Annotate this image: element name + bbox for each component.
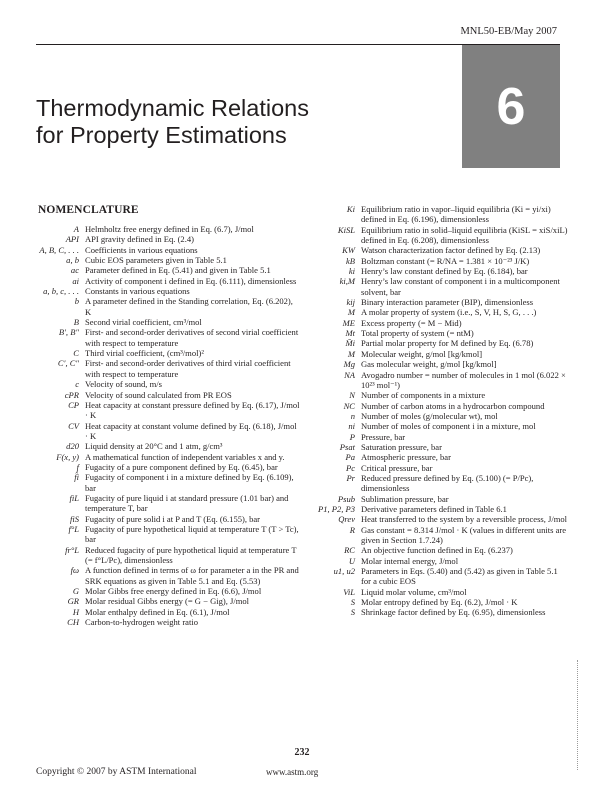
nomenclature-definition: An objective function defined in Eq. (6.237) — [361, 545, 513, 556]
nomenclature-definition: Molar residual Gibbs energy (= G − Gig), J/mol — [85, 596, 250, 607]
nomenclature-definition: Molar entropy defined by Eq. (6.2), J/mol · K — [361, 597, 518, 608]
nomenclature-symbol: M — [347, 348, 355, 359]
nomenclature-definition: Excess property (= M − Mid) — [361, 317, 462, 328]
nomenclature-symbol: Pa — [345, 452, 355, 463]
nomenclature-entry — [34, 441, 300, 451]
nomenclature-entry — [34, 286, 300, 296]
nomenclature-entry — [34, 421, 300, 442]
nomenclature-symbol: NC — [343, 400, 355, 411]
nomenclature-definition: Parameters in Eqs. (5.40) and (5.42) as given in Table 5.1 for a cubic EOS — [361, 566, 558, 587]
nomenclature-entry — [310, 452, 568, 462]
nomenclature-definition: A mathematical function of independent variables x and y. — [85, 451, 285, 462]
chapter-number-box — [462, 45, 560, 168]
nomenclature-definition: Fugacity of component i in a mixture defined by Eq. (6.109), bar — [85, 472, 294, 493]
nomenclature-symbol: Pr — [346, 472, 355, 483]
nomenclature-symbol: f̂i — [74, 472, 79, 483]
nomenclature-definition: Reduced pressure defined by Eq. (5.100) (= P/Pc), dimensionless — [361, 472, 534, 494]
nomenclature-definition: Parameter defined in Eq. (5.41) and given in Table 5.1 — [85, 265, 271, 276]
nomenclature-symbol: N — [349, 390, 355, 401]
nomenclature-entry — [310, 225, 568, 246]
nomenclature-symbol: a, b, c, . . . — [43, 286, 79, 297]
nomenclature-symbol: KiSL — [337, 224, 355, 235]
nomenclature-entry — [34, 348, 300, 358]
nomenclature-definition: A parameter defined in the Standing correlation, Eq. (6.202), K — [85, 296, 293, 317]
nomenclature-symbol: ki,M — [339, 276, 355, 287]
nomenclature-definition: Activity of component i defined in Eq. (6.111), dimensionless — [85, 275, 297, 286]
nomenclature-symbol: S — [350, 597, 355, 608]
nomenclature-symbol: M — [347, 307, 355, 318]
nomenclature-entry — [34, 493, 300, 514]
nomenclature-definition: Partial molar property for M defined by Eq. (6.78) — [361, 338, 534, 349]
copyright-notice: Copyright © 2007 by ASTM International — [36, 767, 197, 777]
nomenclature-entry — [310, 370, 568, 391]
nomenclature-definition: Carbon-to-hydrogen weight ratio — [85, 617, 198, 628]
nomenclature-symbol: fiS — [69, 513, 79, 524]
nomenclature-entry — [310, 359, 568, 369]
nomenclature-symbol: Psat — [339, 441, 355, 452]
nomenclature-definition: Fugacity of pure liquid i at standard pressure (1.01 bar) and temperature T, bar — [85, 492, 289, 514]
nomenclature-entry — [310, 256, 568, 266]
nomenclature-symbol: ni — [348, 421, 355, 432]
nomenclature-entry — [310, 390, 568, 400]
nomenclature-symbol: Psub — [337, 493, 355, 504]
nomenclature-symbol: CV — [68, 420, 79, 431]
nomenclature-symbol: c — [75, 379, 79, 390]
nomenclature-symbol: R — [349, 524, 355, 535]
nomenclature-symbol: F(x, y) — [56, 451, 79, 462]
nomenclature-definition: Gas constant = 8.314 J/mol · K (values in different units are given in Section 1.7.24) — [361, 524, 566, 545]
nomenclature-symbol: G — [72, 586, 79, 597]
nomenclature-entry — [34, 224, 300, 234]
nomenclature-definition: Fugacity of a pure component defined by Eq. (6.45), bar — [85, 461, 278, 472]
nomenclature-entry — [310, 421, 568, 431]
nomenclature-entry — [310, 307, 568, 317]
nomenclature-symbol: C′, C″ — [57, 358, 79, 369]
margin-dotted-mark — [577, 660, 582, 770]
nomenclature-right-column — [310, 204, 568, 618]
nomenclature-symbol: CP — [68, 399, 79, 410]
nomenclature-entry — [310, 328, 568, 338]
nomenclature-definition: Coefficients in various equations — [85, 244, 198, 255]
nomenclature-symbol: ki — [348, 266, 355, 277]
nomenclature-definition: Molecular weight, g/mol [kg/kmol] — [361, 348, 483, 359]
nomenclature-definition: Equilibrium ratio in solid–liquid equilibria (KiSL = xiS/xiL) defined in Eq. (6.208), dimensionless — [361, 224, 568, 246]
nomenclature-entry — [34, 617, 300, 627]
nomenclature-entry — [34, 245, 300, 255]
nomenclature-symbol: CH — [67, 617, 79, 628]
nomenclature-definition: Heat capacity at constant volume defined by Eq. (6.18), J/mol · K — [85, 420, 297, 441]
nomenclature-definition: Equilibrium ratio in vapor–liquid equilibria (Ki = yi/xi) defined in Eq. (6.196), dimensionless — [361, 204, 551, 225]
nomenclature-definition: Fugacity of pure hypothetical liquid at temperature T (T > Tc), bar — [85, 523, 299, 545]
nomenclature-definition: Pressure, bar — [361, 431, 406, 442]
nomenclature-entry — [34, 596, 300, 606]
nomenclature-entry — [34, 265, 300, 275]
nomenclature-symbol: fiL — [69, 492, 79, 503]
nomenclature-entry — [310, 607, 568, 617]
nomenclature-definition: Total property of system (= ntM) — [361, 328, 474, 339]
nomenclature-entry — [34, 276, 300, 286]
nomenclature-definition: Velocity of sound, m/s — [85, 379, 162, 390]
nomenclature-definition: Atmospheric pressure, bar — [361, 452, 451, 463]
page-number: 232 — [294, 747, 310, 758]
nomenclature-entry — [34, 545, 300, 566]
nomenclature-entry — [34, 358, 300, 379]
nomenclature-entry — [34, 327, 300, 348]
nomenclature-entry — [34, 379, 300, 389]
nomenclature-entry — [310, 442, 568, 452]
nomenclature-entry — [310, 204, 568, 225]
nomenclature-definition: Number of moles (g/molecular wt), mol — [361, 410, 498, 421]
nomenclature-definition: Liquid molar volume, cm³/mol — [361, 586, 467, 597]
nomenclature-entry — [310, 597, 568, 607]
nomenclature-entry — [310, 556, 568, 566]
nomenclature-symbol: Qrev — [338, 514, 355, 525]
nomenclature-entry — [310, 566, 568, 587]
chapter-title-line-2: for Property Estimations — [36, 122, 287, 148]
nomenclature-entry — [34, 400, 300, 421]
nomenclature-definition: First- and second-order derivatives of third virial coefficient with respect to temperature — [85, 358, 291, 379]
nomenclature-symbol: A, B, C, . . . — [39, 244, 79, 255]
nomenclature-symbol: H — [72, 606, 79, 617]
nomenclature-symbol: a, b — [66, 255, 79, 266]
nomenclature-definition: Heat transferred to the system by a reversible process, J/mol — [361, 514, 568, 525]
nomenclature-definition: Shrinkage factor defined by Eq. (6.95), dimensionless — [361, 607, 546, 618]
nomenclature-symbol: Mg — [343, 359, 355, 370]
nomenclature-definition: Third virial coefficient, (cm³/mol)² — [85, 348, 204, 359]
nomenclature-symbol: u1, u2 — [333, 566, 355, 577]
nomenclature-definition: A molar property of system (i.e., S, V, H, S, G, . . .) — [361, 307, 537, 318]
nomenclature-symbol: U — [348, 555, 355, 566]
nomenclature-symbol: kij — [346, 297, 355, 308]
nomenclature-heading: NOMENCLATURE — [38, 204, 139, 216]
nomenclature-entry — [34, 255, 300, 265]
nomenclature-definition: Critical pressure, bar — [361, 462, 433, 473]
nomenclature-symbol: M̄i — [345, 338, 355, 349]
nomenclature-definition: Velocity of sound calculated from PR EOS — [85, 389, 232, 400]
nomenclature-entry — [34, 452, 300, 462]
nomenclature-definition: A function defined in terms of ω for parameter a in the PR and SRK equations as given in Table 5.1 and Eq. (5.53) — [85, 565, 299, 586]
nomenclature-symbol: S — [350, 607, 355, 618]
nomenclature-entry — [34, 607, 300, 617]
nomenclature-symbol: f — [76, 461, 79, 472]
nomenclature-entry — [310, 525, 568, 546]
nomenclature-definition: API gravity defined in Eq. (2.4) — [85, 234, 194, 245]
nomenclature-entry — [34, 565, 300, 586]
nomenclature-entry — [310, 411, 568, 421]
nomenclature-symbol: B′, B″ — [58, 327, 79, 338]
nomenclature-entry — [310, 545, 568, 555]
nomenclature-definition: Cubic EOS parameters given in Table 5.1 — [85, 255, 227, 266]
nomenclature-symbol: cPR — [64, 389, 79, 400]
nomenclature-symbol: B — [73, 317, 79, 328]
nomenclature-entry — [34, 524, 300, 545]
chapter-number: 6 — [496, 77, 526, 136]
nomenclature-symbol: P1, P2, P3 — [317, 503, 355, 514]
nomenclature-entry — [310, 338, 568, 348]
nomenclature-definition: Molar Gibbs free energy defined in Eq. (6.6), J/mol — [85, 586, 262, 597]
nomenclature-symbol: NA — [344, 369, 355, 380]
nomenclature-symbol: C — [73, 348, 79, 359]
nomenclature-definition: Reduced fugacity of pure hypothetical liquid at temperature T (= f°L/Pc), dimensionless — [85, 544, 297, 565]
nomenclature-definition: Number of components in a mixture — [361, 390, 486, 401]
nomenclature-symbol: GR — [67, 596, 79, 607]
nomenclature-entry — [34, 472, 300, 493]
nomenclature-symbol: b — [74, 296, 79, 307]
nomenclature-definition: Saturation pressure, bar — [361, 441, 442, 452]
nomenclature-entry — [34, 462, 300, 472]
nomenclature-definition: Binary interaction parameter (BIP), dimensionless — [361, 297, 534, 308]
nomenclature-definition: Constants in various equations — [85, 286, 190, 297]
chapter-title-line-1: Thermodynamic Relations — [36, 95, 309, 121]
nomenclature-symbol: ai — [72, 275, 79, 286]
nomenclature-definition: Number of carbon atoms in a hydrocarbon compound — [361, 400, 545, 411]
publisher-website: www.astm.org — [266, 767, 319, 777]
nomenclature-symbol: API — [65, 234, 79, 245]
nomenclature-definition: Boltzman constant (= R/NA = 1.381 × 10⁻²³ J/K) — [361, 255, 530, 266]
nomenclature-entry — [310, 266, 568, 276]
nomenclature-entry — [310, 473, 568, 494]
nomenclature-entry — [310, 276, 568, 297]
nomenclature-entry — [34, 234, 300, 244]
nomenclature-entry — [34, 514, 300, 524]
nomenclature-symbol: n — [350, 410, 355, 421]
nomenclature-entry — [310, 297, 568, 307]
nomenclature-definition: Liquid density at 20°C and 1 atm, g/cm³ — [85, 441, 223, 452]
nomenclature-entry — [34, 390, 300, 400]
nomenclature-definition: Sublimation pressure, bar — [361, 493, 449, 504]
nomenclature-definition: Number of moles of component i in a mixture, mol — [361, 421, 536, 432]
nomenclature-symbol: d20 — [66, 441, 79, 452]
nomenclature-definition: Molar internal energy, J/mol — [361, 555, 459, 566]
nomenclature-definition: Henry’s law constant defined by Eq. (6.184), bar — [361, 266, 528, 277]
nomenclature-definition: Watson characterization factor defined by Eq. (2.13) — [361, 245, 541, 256]
nomenclature-symbol: kB — [345, 255, 355, 266]
nomenclature-definition: Avogadro number = number of molecules in 1 mol (6.022 × 10²³ mol⁻¹) — [361, 369, 566, 390]
nomenclature-definition: Helmholtz free energy defined in Eq. (6.7), J/mol — [85, 224, 254, 234]
nomenclature-entry — [310, 504, 568, 514]
nomenclature-symbol: A — [73, 224, 79, 234]
nomenclature-symbol: ac — [70, 265, 79, 276]
nomenclature-symbol: Pc — [345, 462, 355, 473]
nomenclature-symbol: ViL — [343, 586, 355, 597]
nomenclature-symbol: fr°L — [65, 544, 79, 555]
nomenclature-symbol: Mt — [345, 328, 355, 339]
nomenclature-definition: Second virial coefficient, cm³/mol — [85, 317, 202, 328]
nomenclature-entry — [310, 514, 568, 524]
nomenclature-entry — [310, 463, 568, 473]
nomenclature-entry — [310, 401, 568, 411]
nomenclature-entry — [310, 245, 568, 255]
nomenclature-definition: Molar enthalpy defined in Eq. (6.1), J/mol — [85, 606, 230, 617]
nomenclature-symbol: f°L — [68, 523, 79, 534]
nomenclature-symbol: fω — [70, 565, 79, 576]
nomenclature-symbol: Ki — [346, 204, 355, 214]
nomenclature-entry — [310, 587, 568, 597]
nomenclature-definition: Fugacity of pure solid i at P and T (Eq. (6.155), bar — [85, 513, 261, 524]
nomenclature-definition: Henry’s law constant of component i in a multicomponent solvent, bar — [361, 276, 560, 297]
nomenclature-definition: Gas molecular weight, g/mol [kg/kmol] — [361, 359, 497, 370]
nomenclature-entry — [310, 494, 568, 504]
nomenclature-entry — [310, 318, 568, 328]
nomenclature-entry — [310, 432, 568, 442]
nomenclature-symbol: KW — [342, 245, 355, 256]
nomenclature-definition: Heat capacity at constant pressure defined by Eq. (6.17), J/mol · K — [85, 399, 300, 421]
chapter-title — [36, 95, 436, 149]
nomenclature-definition: First- and second-order derivatives of second virial coefficient with respect to temperature — [85, 327, 299, 348]
nomenclature-entry — [34, 296, 300, 317]
nomenclature-symbol: P — [349, 431, 355, 442]
nomenclature-symbol: ME — [342, 317, 355, 328]
nomenclature-left-column — [34, 224, 300, 627]
nomenclature-entry — [34, 317, 300, 327]
nomenclature-entry — [34, 586, 300, 596]
nomenclature-symbol: RC — [344, 545, 355, 556]
document-code: MNL50-EB/May 2007 — [460, 26, 557, 37]
nomenclature-entry — [310, 349, 568, 359]
nomenclature-definition: Derivative parameters defined in Table 6.1 — [361, 503, 507, 514]
